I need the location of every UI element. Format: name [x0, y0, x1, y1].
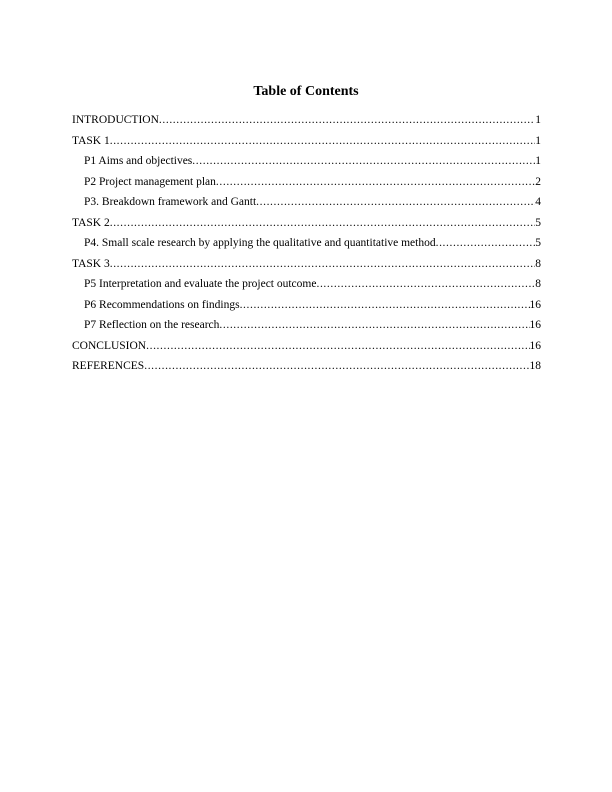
toc-entry-page: 1 [535, 134, 541, 147]
toc-entry-p2[interactable] [72, 175, 541, 196]
toc-leader-dots [110, 257, 536, 271]
toc-leader-dots [110, 134, 536, 148]
toc-leader-dots [240, 298, 530, 312]
toc-entry-label: TASK 1 [72, 134, 110, 147]
toc-entry-introduction[interactable] [72, 113, 541, 134]
toc-entry-page: 2 [535, 175, 541, 188]
toc-entry-page: 5 [535, 216, 541, 229]
toc-entry-task-3[interactable] [72, 257, 541, 278]
toc-leader-dots [316, 277, 535, 291]
toc-entry-page: 1 [535, 155, 541, 167]
toc-entry-page: 4 [535, 196, 541, 208]
toc-entry-task-1[interactable] [72, 134, 541, 155]
toc-entry-page: 16 [529, 339, 541, 352]
toc-entry-p1[interactable] [72, 154, 541, 175]
toc-entry-label: P1 Aims and objectives [84, 155, 193, 167]
toc-entry-page: 8 [535, 278, 541, 290]
toc-entry-p7[interactable] [72, 318, 541, 339]
toc-entry-references[interactable] [72, 359, 541, 380]
toc-leader-dots [146, 339, 529, 353]
toc-entry-page: 1 [535, 114, 541, 126]
toc-leader-dots [219, 318, 529, 332]
toc-entry-task-2[interactable] [72, 216, 541, 237]
toc-entry-label: P5 Interpretation and evaluate the project outcome [84, 278, 317, 290]
toc-title: Table of Contents [253, 84, 359, 99]
toc-entry-label: P2 Project management plan [84, 175, 216, 188]
toc-entry-p4[interactable] [72, 236, 541, 257]
toc-entry-page: 8 [535, 257, 541, 270]
toc-entry-label: REFERENCES [72, 360, 145, 372]
toc-leader-dots [110, 216, 536, 230]
toc-leader-dots [192, 154, 535, 168]
toc-entry-label: TASK 3 [72, 257, 110, 270]
toc-entry-page: 18 [529, 360, 541, 372]
toc-entry-page: 16 [529, 319, 541, 331]
toc-entry-label: P6 Recommendations on findings [84, 298, 240, 311]
toc-leader-dots [256, 195, 535, 209]
toc-entry-page: 16 [529, 298, 541, 311]
toc-leader-dots [159, 113, 535, 127]
toc-entry-page: 5 [535, 237, 541, 249]
toc-entry-p6[interactable] [72, 298, 541, 319]
toc-entry-p3[interactable] [72, 195, 541, 216]
toc-entry-label: INTRODUCTION [72, 114, 159, 126]
toc-list [72, 113, 541, 380]
toc-leader-dots [436, 236, 536, 250]
toc-leader-dots [216, 175, 535, 189]
toc-entry-label: P7 Reflection on the research [84, 319, 220, 331]
toc-leader-dots [144, 359, 529, 373]
toc-entry-label: P3. Breakdown framework and Gantt [84, 196, 257, 208]
toc-entry-p5[interactable] [72, 277, 541, 298]
toc-entry-conclusion[interactable] [72, 339, 541, 360]
toc-entry-label: TASK 2 [72, 216, 110, 229]
toc-entry-label: P4. Small scale research by applying the qualitative and quantitative method [84, 237, 436, 249]
toc-entry-label: CONCLUSION [72, 339, 147, 352]
